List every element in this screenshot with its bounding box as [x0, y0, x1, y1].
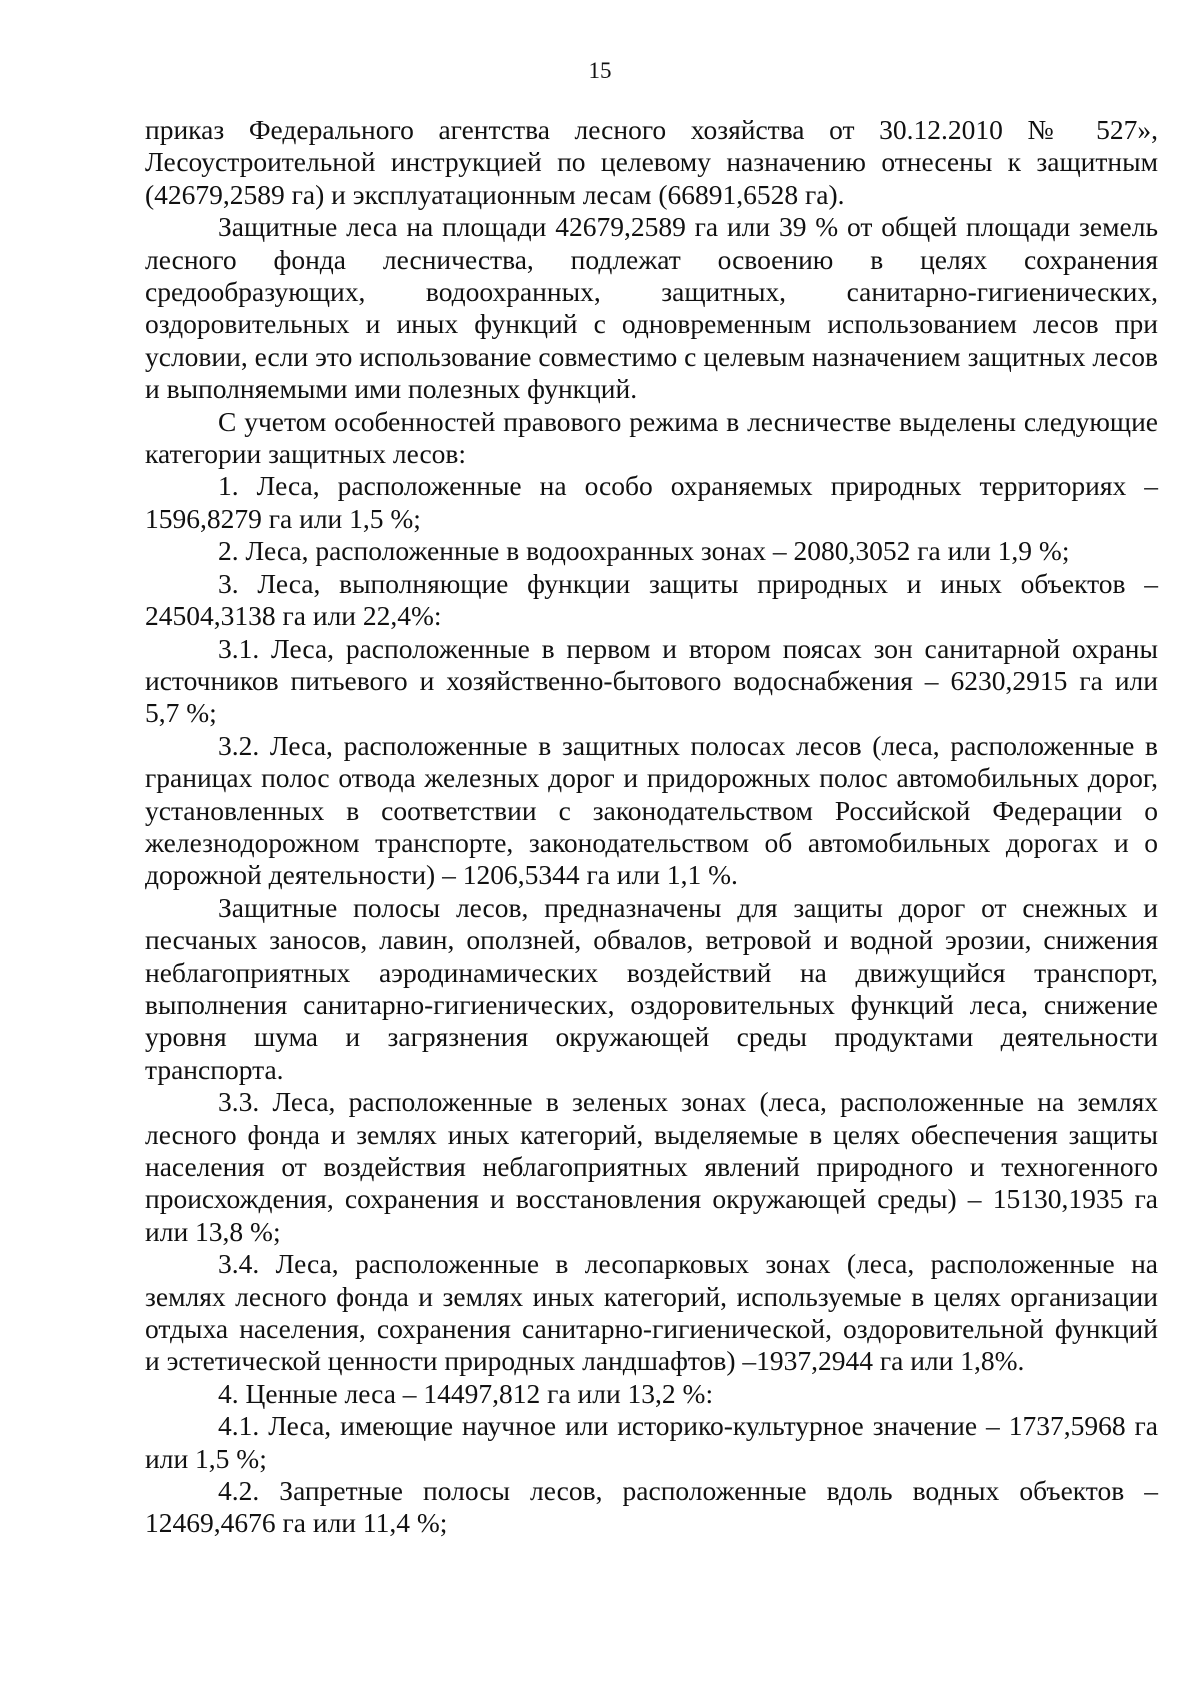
list-item-3-4: 3.4. Леса, расположенные в лесопарковых зонах (леса, расположенные на землях лесного фонда и землях иных категорий, используемые в целях организации отдыха населения, сохранения санитарно-гигиенической, оздоровительной функций и эстетической ценности природных ландшафтов) –1937,2944 га или 1,8%.: [145, 1248, 1158, 1377]
list-item-3: 3. Леса, выполняющие функции защиты природных и иных объектов – 24504,3138 га или 22,4%:: [145, 567, 1158, 632]
list-item-3-2: 3.2. Леса, расположенные в защитных полосах лесов (леса, расположенные в границах полос отвода железных дорог и придорожных полос автомобильных дорог, установленных в соответствии с законодательством Российской Федерации о железнодорожном транспорте, законодательством об автомобильных дорогах и о дорожной деятельности) – 1206,5344 га или 1,1 %.: [145, 729, 1158, 891]
list-item-3-1: 3.1. Леса, расположенные в первом и втором поясах зон санитарной охраны источников питьевого и хозяйственно-бытового водоснабжения – 6230,2915 га или 5,7 %;: [145, 632, 1158, 729]
page-number: 15: [588, 58, 612, 83]
paragraph-protective-strips: Защитные полосы лесов, предназначены для защиты дорог от снежных и песчаных заносов, лавин, оползней, обвалов, ветровой и водной эрозии, снижения неблагоприятных аэродинамических воздействий на движущийся транспорт, выполнения санитарно-гигиенических, оздоровительных функций леса, снижение уровня шума и загрязнения окружающей среды продуктами деятельности транспорта.: [145, 891, 1158, 1085]
list-item-4: 4. Ценные леса – 14497,812 га или 13,2 %:: [218, 1377, 714, 1409]
paragraph-continuation: приказ Федерального агентства лесного хозяйства от 30.12.2010 № 527», Лесоустроительной инструкцией по целевому назначению отнесены к защитным (42679,2589 га) и эксплуатационным лесам (66891,6528 га).: [145, 114, 1158, 210]
paragraph-protective-forests: Защитные леса на площади 42679,2589 га или 39 % от общей площади земель лесного фонда лесничества, подлежат освоению в целях сохранения средообразующих, водоохранных, защитных, санитарно-гигиенических, оздоровительных и иных функций с одновременным использованием лесов при условии, если это использование совместимо с целевым назначением защитных лесов и выполняемыми ими полезных функций.: [145, 211, 1158, 405]
list-item-2: 2. Леса, расположенные в водоохранных зонах – 2080,3052 га или 1,9 %;: [218, 535, 1070, 567]
list-item-4-2: 4.2. Запретные полосы лесов, расположенные вдоль водных объектов – 12469,4676 га или 11,4 %;: [145, 1475, 1158, 1539]
list-item-4-1: 4.1. Леса, имеющие научное или историко-культурное значение – 1737,5968 га или 1,5 %;: [145, 1410, 1158, 1474]
list-item-3-3: 3.3. Леса, расположенные в зеленых зонах (леса, расположенные на землях лесного фонда и землях иных категорий, выделяемые в целях обеспечения защиты населения от воздействия неблагоприятных явлений природного и техногенного происхождения, сохранения и восстановления окружающей среды) – 15130,1935 га или 13,8 %;: [145, 1086, 1158, 1247]
paragraph-categories-intro: С учетом особенностей правового режима в лесничестве выделены следующие категории защитных лесов:: [145, 405, 1158, 470]
list-item-1: 1. Леса, расположенные на особо охраняемых природных территориях – 1596,8279 га или 1,5 %;: [145, 470, 1158, 534]
body-text: [145, 114, 1158, 1540]
